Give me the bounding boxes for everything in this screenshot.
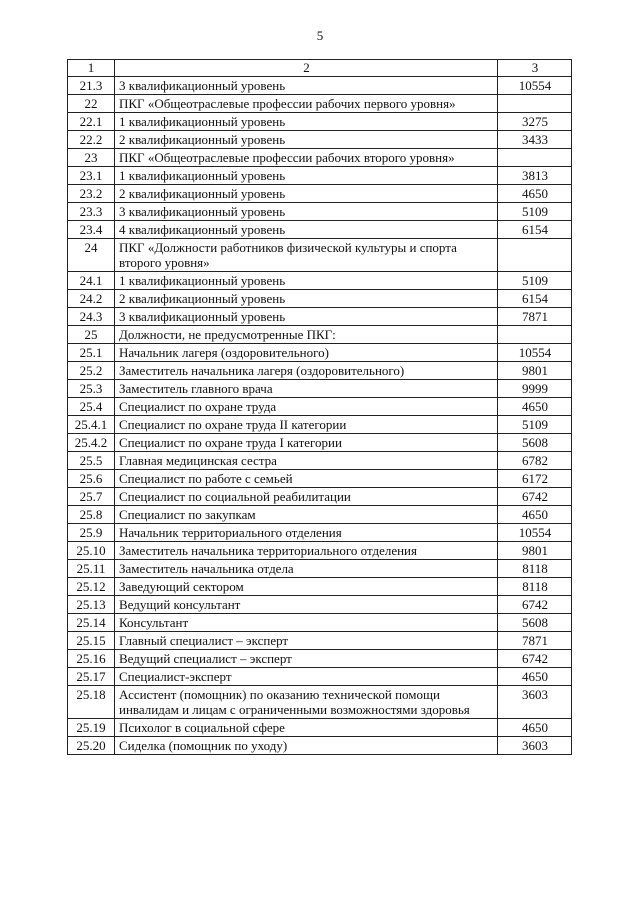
- table-row: [68, 149, 572, 167]
- salary-cell: 8118: [498, 578, 572, 596]
- row-number-cell: 25.4.2: [68, 434, 115, 452]
- salary-cell: 5109: [498, 416, 572, 434]
- row-number-cell: 22: [68, 95, 115, 113]
- salary-cell: 6742: [498, 488, 572, 506]
- table-row: [68, 203, 572, 221]
- row-number-cell: 23.1: [68, 167, 115, 185]
- row-number-cell: 24.1: [68, 272, 115, 290]
- salary-cell: 9801: [498, 362, 572, 380]
- row-number-cell: 25.1: [68, 344, 115, 362]
- table-row: [68, 416, 572, 434]
- row-number-cell: 25.6: [68, 470, 115, 488]
- salary-cell: 4650: [498, 506, 572, 524]
- table-row: [68, 650, 572, 668]
- column-header-3: 3: [498, 60, 572, 77]
- salary-cell: 8118: [498, 560, 572, 578]
- position-name-cell: ПКГ «Общеотраслевые профессии рабочих первого уровня»: [115, 95, 498, 113]
- salary-table: [67, 59, 572, 755]
- position-name-cell: Заместитель начальника отдела: [115, 560, 498, 578]
- table-row: [68, 737, 572, 755]
- salary-cell: [498, 239, 572, 272]
- salary-cell: 6154: [498, 221, 572, 239]
- position-name-cell: ПКГ «Общеотраслевые профессии рабочих второго уровня»: [115, 149, 498, 167]
- salary-cell: 6742: [498, 596, 572, 614]
- row-number-cell: 25.10: [68, 542, 115, 560]
- position-name-cell: Психолог в социальной сфере: [115, 719, 498, 737]
- position-name-cell: Специалист-эксперт: [115, 668, 498, 686]
- position-name-cell: Консультант: [115, 614, 498, 632]
- position-name-cell: 1 квалификационный уровень: [115, 167, 498, 185]
- salary-cell: 9999: [498, 380, 572, 398]
- row-number-cell: 25.5: [68, 452, 115, 470]
- position-name-cell: Сиделка (помощник по уходу): [115, 737, 498, 755]
- row-number-cell: 25.4: [68, 398, 115, 416]
- row-number-cell: 25.8: [68, 506, 115, 524]
- position-name-cell: Специалист по охране труда: [115, 398, 498, 416]
- column-header-2: 2: [115, 60, 498, 77]
- position-name-cell: 3 квалификационный уровень: [115, 203, 498, 221]
- row-number-cell: 25.16: [68, 650, 115, 668]
- page-number: 5: [316, 28, 324, 43]
- row-number-cell: 21.3: [68, 77, 115, 95]
- salary-cell: 6172: [498, 470, 572, 488]
- table-row: [68, 344, 572, 362]
- row-number-cell: 25.14: [68, 614, 115, 632]
- table-row: [68, 578, 572, 596]
- salary-cell: [498, 95, 572, 113]
- row-number-cell: 25.17: [68, 668, 115, 686]
- salary-cell: 3275: [498, 113, 572, 131]
- row-number-cell: 25.12: [68, 578, 115, 596]
- row-number-cell: 24.3: [68, 308, 115, 326]
- table-row: [68, 221, 572, 239]
- salary-cell: 5608: [498, 614, 572, 632]
- row-number-cell: 25.15: [68, 632, 115, 650]
- position-name-cell: Заместитель главного врача: [115, 380, 498, 398]
- row-number-cell: 25.13: [68, 596, 115, 614]
- row-number-cell: 23: [68, 149, 115, 167]
- table-row: [68, 77, 572, 95]
- table-row: [68, 719, 572, 737]
- table-row: [68, 668, 572, 686]
- table-row: [68, 326, 572, 344]
- salary-cell: 7871: [498, 308, 572, 326]
- table-row: [68, 560, 572, 578]
- row-number-cell: 22.1: [68, 113, 115, 131]
- position-name-cell: 1 квалификационный уровень: [115, 113, 498, 131]
- position-name-cell: Специалист по охране труда II категории: [115, 416, 498, 434]
- position-name-cell: 2 квалификационный уровень: [115, 290, 498, 308]
- position-name-cell: Начальник лагеря (оздоровительного): [115, 344, 498, 362]
- table-row: [68, 452, 572, 470]
- row-number-cell: 25.11: [68, 560, 115, 578]
- position-name-cell: ПКГ «Должности работников физической культуры и спорта второго уровня»: [115, 239, 498, 272]
- row-number-cell: 25.20: [68, 737, 115, 755]
- salary-cell: 10554: [498, 524, 572, 542]
- row-number-cell: 24: [68, 239, 115, 272]
- table-row: [68, 95, 572, 113]
- position-name-cell: Главная медицинская сестра: [115, 452, 498, 470]
- row-number-cell: 23.2: [68, 185, 115, 203]
- row-number-cell: 25.18: [68, 686, 115, 719]
- position-name-cell: Заведующий сектором: [115, 578, 498, 596]
- salary-cell: 10554: [498, 77, 572, 95]
- salary-cell: 6154: [498, 290, 572, 308]
- position-name-cell: Специалист по работе с семьей: [115, 470, 498, 488]
- salary-cell: 10554: [498, 344, 572, 362]
- row-number-cell: 25.2: [68, 362, 115, 380]
- salary-cell: 3813: [498, 167, 572, 185]
- row-number-cell: 25.19: [68, 719, 115, 737]
- position-name-cell: Ведущий специалист – эксперт: [115, 650, 498, 668]
- salary-cell: 4650: [498, 398, 572, 416]
- salary-cell: [498, 149, 572, 167]
- position-name-cell: 1 квалификационный уровень: [115, 272, 498, 290]
- salary-cell: 3603: [498, 737, 572, 755]
- position-name-cell: Главный специалист – эксперт: [115, 632, 498, 650]
- position-name-cell: Специалист по охране труда I категории: [115, 434, 498, 452]
- salary-cell: 3603: [498, 686, 572, 719]
- salary-cell: 9801: [498, 542, 572, 560]
- table-row: [68, 614, 572, 632]
- row-number-cell: 25.4.1: [68, 416, 115, 434]
- row-number-cell: 25.7: [68, 488, 115, 506]
- salary-cell: 6782: [498, 452, 572, 470]
- salary-cell: 5608: [498, 434, 572, 452]
- column-header-1: 1: [68, 60, 115, 77]
- salary-cell: 7871: [498, 632, 572, 650]
- row-number-cell: 25.9: [68, 524, 115, 542]
- table-row: [68, 362, 572, 380]
- table-row: [68, 632, 572, 650]
- table-row: [68, 131, 572, 149]
- table-row: [68, 167, 572, 185]
- table-header-row: [68, 60, 572, 77]
- salary-cell: 4650: [498, 668, 572, 686]
- position-name-cell: 2 квалификационный уровень: [115, 131, 498, 149]
- position-name-cell: 3 квалификационный уровень: [115, 77, 498, 95]
- table-row: [68, 380, 572, 398]
- row-number-cell: 23.4: [68, 221, 115, 239]
- table-row: [68, 686, 572, 719]
- position-name-cell: Должности, не предусмотренные ПКГ:: [115, 326, 498, 344]
- table-row: [68, 272, 572, 290]
- position-name-cell: Ассистент (помощник) по оказанию технической помощи инвалидам и лицам с ограниченными возможностями здоровья: [115, 686, 498, 719]
- table-row: [68, 506, 572, 524]
- position-name-cell: Специалист по социальной реабилитации: [115, 488, 498, 506]
- table-row: [68, 434, 572, 452]
- position-name-cell: Заместитель начальника лагеря (оздоровительного): [115, 362, 498, 380]
- position-name-cell: 2 квалификационный уровень: [115, 185, 498, 203]
- position-name-cell: 4 квалификационный уровень: [115, 221, 498, 239]
- table-row: [68, 290, 572, 308]
- table-row: [68, 398, 572, 416]
- salary-cell: 5109: [498, 272, 572, 290]
- row-number-cell: 22.2: [68, 131, 115, 149]
- salary-cell: 3433: [498, 131, 572, 149]
- position-name-cell: 3 квалификационный уровень: [115, 308, 498, 326]
- salary-cell: 6742: [498, 650, 572, 668]
- salary-cell: [498, 326, 572, 344]
- table-row: [68, 308, 572, 326]
- table-body: [68, 77, 572, 755]
- position-name-cell: Ведущий консультант: [115, 596, 498, 614]
- table-row: [68, 596, 572, 614]
- table-row: [68, 185, 572, 203]
- position-name-cell: Начальник территориального отделения: [115, 524, 498, 542]
- row-number-cell: 23.3: [68, 203, 115, 221]
- position-name-cell: Специалист по закупкам: [115, 506, 498, 524]
- position-name-cell: Заместитель начальника территориального отделения: [115, 542, 498, 560]
- table-row: [68, 488, 572, 506]
- table-row: [68, 542, 572, 560]
- row-number-cell: 24.2: [68, 290, 115, 308]
- salary-cell: 4650: [498, 719, 572, 737]
- table-row: [68, 524, 572, 542]
- row-number-cell: 25.3: [68, 380, 115, 398]
- row-number-cell: 25: [68, 326, 115, 344]
- salary-cell: 5109: [498, 203, 572, 221]
- table-row: [68, 470, 572, 488]
- salary-cell: 4650: [498, 185, 572, 203]
- table-row: [68, 239, 572, 272]
- table-row: [68, 113, 572, 131]
